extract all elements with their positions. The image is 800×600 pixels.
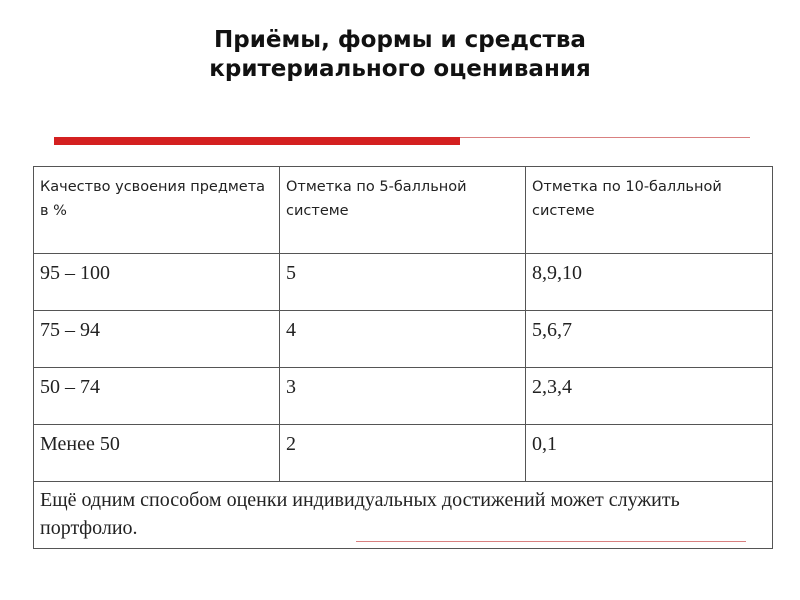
header-quality: Качество усвоения предмета в % bbox=[34, 167, 280, 254]
cell-5-point: 5 bbox=[280, 254, 526, 311]
header-10-point: Отметка по 10-балльной системе bbox=[526, 167, 773, 254]
cell-5-point: 2 bbox=[280, 425, 526, 482]
slide-title-line-1: Приёмы, формы и средства bbox=[214, 27, 586, 53]
cell-quality: 75 – 94 bbox=[34, 311, 280, 368]
cell-10-point: 2,3,4 bbox=[526, 368, 773, 425]
slide-title bbox=[0, 26, 800, 84]
cell-10-point: 5,6,7 bbox=[526, 311, 773, 368]
decorative-red-line bbox=[460, 137, 750, 138]
cell-quality: 95 – 100 bbox=[34, 254, 280, 311]
decorative-bottom-line bbox=[356, 541, 746, 542]
cell-quality: Менее 50 bbox=[34, 425, 280, 482]
table-row bbox=[34, 425, 773, 482]
decorative-red-bar bbox=[54, 137, 460, 145]
table-row bbox=[34, 368, 773, 425]
table-header-row bbox=[34, 167, 773, 254]
table-footer-row bbox=[34, 482, 773, 549]
table-row bbox=[34, 311, 773, 368]
cell-10-point: 0,1 bbox=[526, 425, 773, 482]
table-row bbox=[34, 254, 773, 311]
cell-quality: 50 – 74 bbox=[34, 368, 280, 425]
header-5-point: Отметка по 5-балльной системе bbox=[280, 167, 526, 254]
cell-5-point: 3 bbox=[280, 368, 526, 425]
slide-title-line-2: критериального оценивания bbox=[209, 56, 591, 82]
cell-10-point: 8,9,10 bbox=[526, 254, 773, 311]
cell-5-point: 4 bbox=[280, 311, 526, 368]
grading-table bbox=[33, 166, 773, 549]
portfolio-note: Ещё одним способом оценки индивидуальных достижений может служить портфолио. bbox=[34, 482, 773, 549]
